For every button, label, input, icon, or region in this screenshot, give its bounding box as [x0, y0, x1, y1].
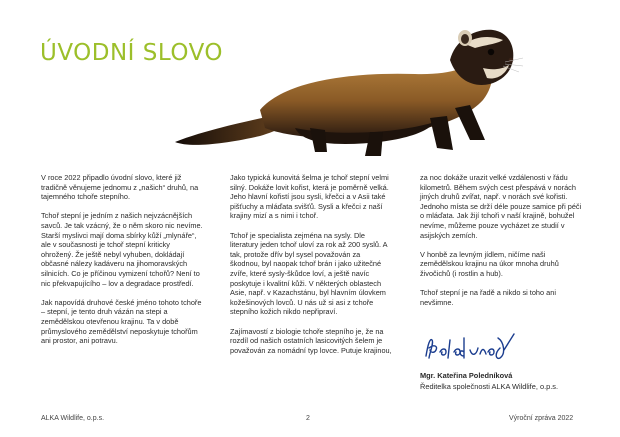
text-column-2 — [230, 173, 392, 365]
paragraph: Jako typická kunovitá šelma je tchoř stepní velmi silný. Dokáže lovit kořist, která je poměrně velká. Jeho hlavní kořistí jsou sysli, křečci a v Asii také pišťuchy a mláďata svišťů. Sysli a křečci z naší krajiny mizí a s nimi i tchoř. — [230, 173, 389, 221]
text-column-1 — [41, 173, 203, 355]
page-title: ÚVODNÍ SLOVO — [40, 40, 224, 66]
signatory-name: Mgr. Kateřina Poledníková — [420, 371, 513, 380]
signatory-role: Ředitelka společnosti ALKA Wildlife, o.p.s. — [420, 382, 559, 391]
paragraph: V roce 2022 připadlo úvodní slovo, které již tradičně věnujeme jednomu z „našich“ druhů, na tajemného tchoře stepního. — [41, 173, 199, 202]
handwritten-signature — [420, 330, 520, 366]
text-column-3 — [420, 173, 582, 317]
page-number: 2 — [306, 415, 310, 422]
paragraph: V honbě za levným jídlem, ničíme naši zemědělskou krajinu na úkor mnoha druhů živočichů (i rostlin a hub). — [420, 249, 559, 278]
footer-report-title: Výroční zpráva 2022 — [509, 415, 574, 422]
paragraph: Tchoř je specialista zejména na sysly. Dle literatury jeden tchoř uloví za rok až 200 syslů. A tak, protože dřív byl sysel považován za škodnou, byl naopak tchoř brán i jako užitečné zvíře, které sysly-škůdce loví, a ještě navíc poskytuje i kvalitní kůži. V některých oblastech Asie, např. v Kazachstánu, byl hlavním úlovkem kožešinových lovců. U nás už si asi z tchoře stepního kožich nikdo nepřipraví. — [230, 230, 388, 317]
paragraph: Tchoř stepní je jedním z našich nejvzácnějších savců. Je tak vzácný, že o něm skoro nic nevíme. Starší myslivci mají doma sbírky kůží „mlynáře“, ale v současnosti je tchoř stepní kriticky ohrožený. Že ještě nebyl vyhuben, dokládají občasné nálezy kadáveru na jihomoravských silnicích. Co je příčinou vymizení tchořů? Není to nic překvapujícího – lov a degradace prostředí. — [41, 211, 203, 288]
paragraph: Tchoř stepní je na řadě a nikdo si toho ani nevšimne. — [420, 288, 556, 307]
footer-organization: ALKA Wildlife, o.p.s. — [41, 415, 105, 422]
paragraph: Jak napovídá druhové české jméno tohoto tchoře – stepní, je tento druh vázán na stepi a zemědělskou otevřenou krajinu. Ta v době průmyslového zemědělství neposkytuje tchořům ani prostor, ani potravu. — [41, 297, 202, 346]
paragraph: Zajímavostí z biologie tchoře stepního je, že na rozdíl od našich ostatních lasicovitých šelem je považován za nomádní typ lovce. Putuje krajinou, — [230, 326, 392, 355]
ferret-photo — [165, 10, 525, 170]
paragraph: za noc dokáže urazit velké vzdálenosti v řádu kilometrů. Během svých cest přespává v norách jiných druhů zvířat, např. v norách své kořisti. Jednoho místa se drží déle pouze samice při péči o mláďata. Jak žijí tchoři v naší krajině, bohužel nevíme, můžeme pouze vycházet ze studií v asijských zemích. — [420, 173, 582, 240]
